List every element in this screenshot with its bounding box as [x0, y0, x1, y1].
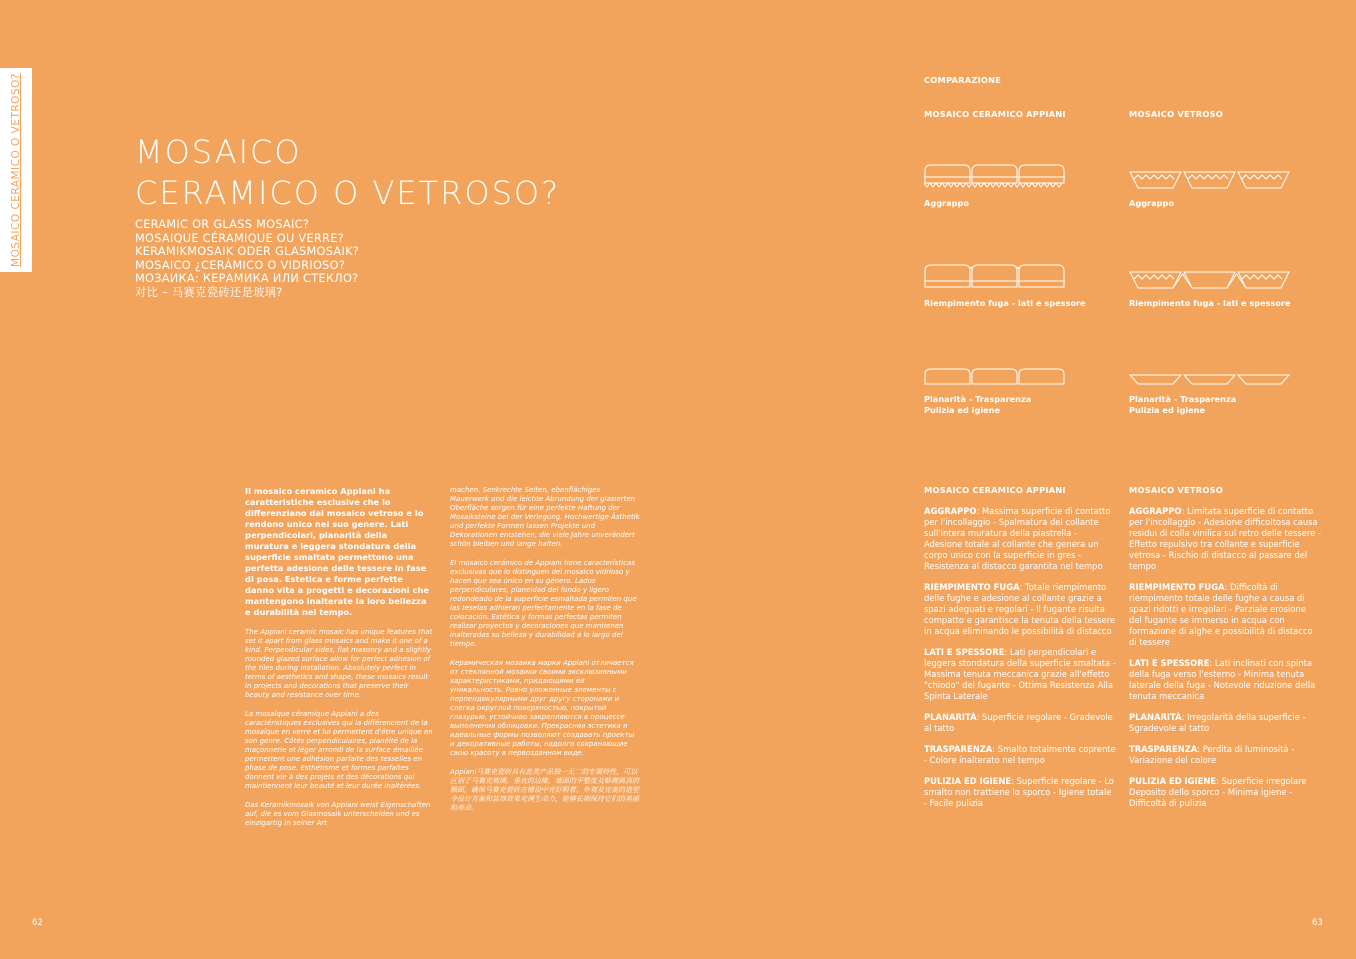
- page-number-right: 63: [1312, 918, 1323, 928]
- paragraph-es: El mosaico cerámico de Appiani tiene características exclusivas que lo distinguen del mosaico vidrioso y hacen que sea único en su género. Lados perpendiculares, planeidad del fondo y ligero redondeado de la superficie esmaltada permiten que las teselas adhieran perfectamente en la fase de colocación. Estética y formas perfectas permiten realizar proyectos y decoraciones que mantienen inalteradas su belleza y durabilidad a lo largo del tiempo.: [450, 559, 637, 648]
- paragraph-de-start: Das Keramikmosaik von Appiani weist Eigenschaften auf, die es vom Glasmosaik unterscheiden und es einzigartig in seiner Art: [245, 801, 431, 827]
- subtitle-de: KERAMIKMOSAIK ODER GLASMOSAIK?: [135, 245, 360, 258]
- detail-item: TRASPARENZA: Smalto totalmente coprente - Colore inalterato nel tempo: [924, 744, 1116, 765]
- section-tab-label: MOSAICO CERAMICO O VETROSO?: [10, 73, 22, 267]
- page-number-left: 62: [32, 918, 43, 928]
- paragraph-it: Il mosaico ceramico Appiani ha caratteristiche esclusive che lo differenziano dal mosaico vetroso e lo rendono unico nel suo genere. Lati perpendicolari, planarità della muratura e leggera stondatura della superficie smaltata permettono una perfetta adesione delle tessere in fase di posa. Estetica e forme perfette danno vita a progetti e decorazioni che mantengono inalterate la loro bellezza e durabilità nel tempo.: [245, 486, 429, 617]
- detail-item: AGGRAPPO: Massima superficie di contatto per l'incollaggio - Spalmatura del collante sull'intera muratura della piastrella - Adesione totale al collante che genera un corpo unico con la superficie in gres - Resistenza al distacco garantita nel tempo: [924, 506, 1111, 571]
- comparison-heading: COMPARAZIONE: [924, 75, 1002, 85]
- text-column-2: [450, 486, 640, 823]
- glass-planarita-caption: [1129, 394, 1236, 415]
- paragraph-de-end: machen. Senkrechte Seiten, ebenflächiges Mauerwerk und die leichte Abrundung der glasierten Oberfläche sorgen für eine perfekte Haftung der Mosaiksteine bei der Verlegung. Hochwertige Ästhetik und perfekte Formen lassen Projekte und Dekorationen entstehen, die viele Jahre unverändert schön bleiben und lange halten.: [450, 486, 640, 548]
- ceramic-planarita-caption-line-2: Pulizia ed igiene: [924, 404, 1001, 415]
- subtitle-list: [135, 218, 359, 299]
- details-right-list: [1129, 506, 1321, 819]
- subtitle-es: MOSAICO ¿CERÁMICO O VIDRIOSO?: [135, 258, 346, 272]
- subtitle-fr: MOSAIQUE CÉRAMIQUE OU VERRE?: [135, 231, 344, 245]
- subtitle-zh: 对比 – 马赛克瓷砖还是玻璃?: [135, 285, 283, 299]
- subtitle-ru: МОЗАИКА: КЕРАМИКА ИЛИ СТЕКЛО?: [135, 272, 359, 285]
- ceramic-planarita-caption-line-1: Planarità - Trasparenza: [924, 394, 1032, 404]
- page-title: [135, 132, 560, 214]
- details-left-title: MOSAICO CERAMICO APPIANI: [924, 485, 1066, 495]
- section-tab: [0, 68, 32, 272]
- paragraph-fr: La mosaïque céramique Appiani a des caractéristiques exclusives qui la différencient de la mosaïque en verre et lui permettent d'être unique en son genre. Côtés perpendiculaires, planéité de la maçonnerie et léger arrondi de la surface émaillée permettent une adhésion parfaite des tesselles en phase de pose. Esthétisme et formes parfaites donnent vie à des projets et des décorations qui maintiennent leur beauté et leur durée inaltérées.: [245, 710, 433, 790]
- paragraph-en: The Appiani ceramic mosaic has unique features that set it apart from glass mosaics and make it one of a kind. Perpendicular sides, flat masonry and a slightly rounded glazed surface allow for perfect adhesion of the tiles during installation. Absolutely perfect in terms of aesthetics and shape, these mosaics result in projects and decorations that preserve their beauty and resistance over time.: [245, 628, 433, 699]
- ceramic-planarita-illustration: [924, 367, 1066, 387]
- detail-item: PLANARITÀ: Superficie regolare - Gradevole al tatto: [924, 712, 1113, 733]
- details-left-list: [924, 506, 1116, 819]
- detail-item: TRASPARENZA: Perdita di luminosità - Variazione del colore: [1129, 744, 1295, 765]
- ceramic-riempimento-illustration: [924, 263, 1066, 291]
- glass-planarita-caption-line-2: Pulizia ed igiene: [1129, 404, 1206, 415]
- detail-item: PULIZIA ED IGIENE: Superficie regolare - Lo smalto non trattiene lo sporco - Igiene totale - Facile pulizia: [924, 776, 1114, 808]
- detail-item: PULIZIA ED IGIENE: Superficie irregolare Deposito dello sporco - Minima igiene - Difficoltà di pulizia: [1129, 776, 1307, 808]
- ceramic-aggrappo-caption: Aggrappo: [924, 198, 969, 208]
- detail-item: RIEMPIMENTO FUGA: Difficoltà di riempimento totale delle fughe a causa di spazi ridotti e irregolari - Parziale erosione del fugante se immerso in acqua con formazione di alghe e possibilità di distacco di tessere: [1129, 582, 1313, 647]
- detail-item: RIEMPIMENTO FUGA: Totale riempimento delle fughe e adesione al collante grazie a spazi adeguati e regolari - Il fugante risulta compatto e garantisce la tenuta della tessere in acqua eliminando le possibilità di distacco: [924, 582, 1116, 636]
- glass-riempimento-caption: Riempimento fuga - lati e spessore: [1129, 298, 1291, 308]
- glass-aggrappo-illustration: [1129, 170, 1291, 192]
- title-line-1: MOSAICO: [135, 133, 302, 171]
- ceramic-riempimento-caption: Riempimento fuga - lati e spessore: [924, 298, 1086, 308]
- glass-planarita-caption-line-1: Planarità - Trasparenza: [1129, 394, 1237, 404]
- comparison-left-title: MOSAICO CERAMICO APPIANI: [924, 109, 1066, 119]
- comparison-right-title: MOSAICO VETROSO: [1129, 109, 1224, 119]
- detail-item: LATI E SPESSORE: Lati perpendicolari e leggera stondatura della superficie smaltata - Massima tenuta meccanica grazie all'effetto "chiodo" del fugante - Ottima Resistenza Alla Spinta Laterale: [924, 647, 1116, 701]
- text-column-1: [245, 486, 433, 838]
- glass-riempimento-illustration: [1129, 270, 1291, 292]
- detail-item: AGGRAPPO: Limitata superficie di contatto per l'incollaggio - Adesione difficoltosa causa residui di colla vinilica sul retro delle tessere - Effetto repulsivo tra collante e superficie vetrosa - Rischio di distacco al passare del tempo: [1129, 506, 1321, 571]
- subtitle-en: CERAMIC OR GLASS MOSAIC?: [135, 218, 310, 231]
- detail-item: PLANARITÀ: Irregolarità della superficie - Sgradevole al tatto: [1129, 712, 1306, 733]
- glass-aggrappo-caption: Aggrappo: [1129, 198, 1174, 208]
- paragraph-ru: Керамическая мозаика марки Appiani отличается от стеклянной мозаики своими эксклюзивными характеристиками, придающими ей уникальность. Ровно уложенные элементы с перпендикулярными друг другу сторонами и слегка округлой поверхностью, покрытой глазурью, устойчиво закрепляются в процессе выполнения облицовки. Прекрасная эстетика и идеальные формы позволяют создавать проекты и декоративные работы, надолго сохраняющие свою красоту в первозданном виде.: [450, 659, 635, 757]
- ceramic-aggrappo-illustration: [924, 163, 1066, 191]
- paragraph-zh: Appiani马赛克瓷砖具有此类产品独一无二的专属特性，可以区别于马赛克玻璃。垂直的边缘，墙面的平整度及略微圆顶的釉面，确保马赛克瓷砖在铺设中完好附着。外观及完美的造型令设计方案和装饰效果充满生命力，能够长期保持它们的美丽和寿命。: [450, 768, 639, 812]
- ceramic-planarita-caption: [924, 394, 1031, 415]
- details-right-title: MOSAICO VETROSO: [1129, 485, 1224, 495]
- detail-item: LATI E SPESSORE: Lati inclinati con spinta della fuga verso l'esterno - Minima tenuta laterale della fuga - Notevole riduzione della tenuta meccanica: [1129, 658, 1316, 701]
- title-line-2: CERAMICO O VETROSO?: [135, 174, 561, 212]
- glass-planarita-illustration: [1129, 373, 1291, 387]
